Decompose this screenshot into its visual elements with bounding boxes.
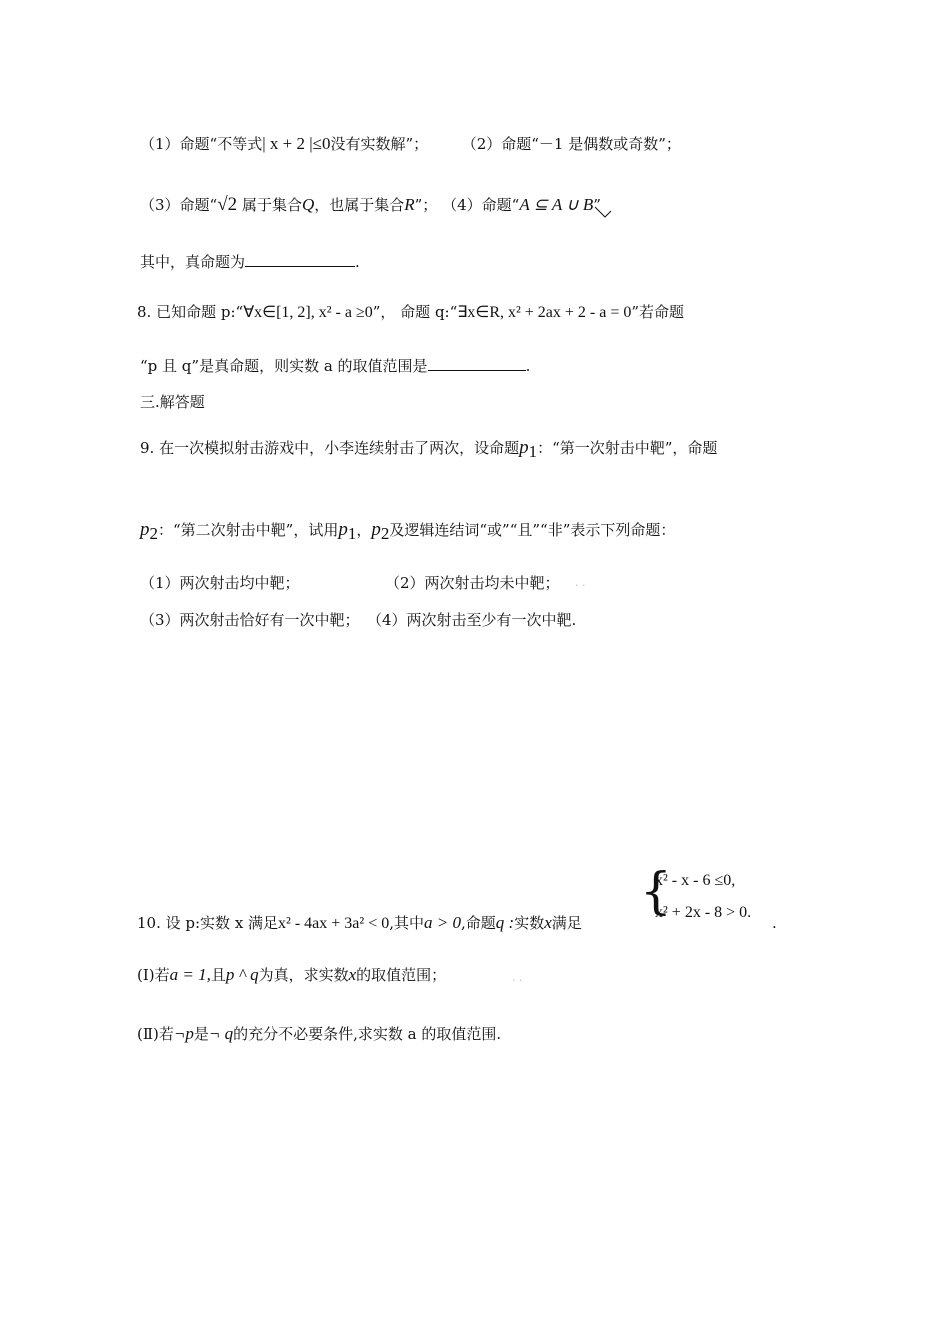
q9-line2-end: 及逻辑连结词“或”“且”“非”表示下列命题： bbox=[389, 521, 676, 539]
q10-system-line-1: x² - x - 6 ≤0, bbox=[655, 872, 736, 889]
q9-line-1 bbox=[140, 437, 717, 462]
answer-blank-q8 bbox=[428, 356, 526, 371]
q8-line2-end: . bbox=[525, 357, 531, 375]
q7-item3-mid: 属于集合 bbox=[241, 196, 302, 214]
q9-line-2 bbox=[140, 519, 675, 544]
q10-mid4: 满足 bbox=[551, 914, 582, 932]
q7-item4-math: A ⊆ A ∪ B bbox=[519, 195, 594, 214]
q9-statement-3: （3）两次射击恰好有一次中靶； bbox=[140, 611, 360, 629]
q10-part1-x: x bbox=[348, 965, 357, 984]
q10-x: x bbox=[544, 913, 552, 932]
q9-p2-sub: 2 bbox=[149, 524, 158, 543]
q8-end: ”若命题 bbox=[631, 303, 685, 321]
q7-item1-math: | x + 2 |≤0 bbox=[262, 134, 331, 153]
q8-p-math: ∀x∈[1, 2], x² - a ≥0 bbox=[243, 304, 373, 321]
q8-line-1 bbox=[137, 301, 684, 322]
q8-mid: ”， 命题 q:“ bbox=[372, 303, 458, 321]
q10-part-1 bbox=[137, 964, 446, 985]
q7-item3-mid2: ，也属于集合 bbox=[314, 196, 405, 214]
q7-conclusion bbox=[140, 251, 360, 272]
q7-line-1 bbox=[140, 133, 681, 154]
q8-line2-text: “p 且 q”是真命题，则实数 a 的取值范围是 bbox=[140, 357, 428, 375]
q7-item4-end: ” bbox=[593, 196, 601, 214]
q10-part1-end: 的取值范围； bbox=[356, 966, 447, 984]
q10-part1-pre: (Ⅰ)若 bbox=[137, 966, 170, 984]
q7-item4-pre: （4）命题“ bbox=[442, 196, 520, 214]
q9-line2-a: ：“第二次射击中靶”，试用 bbox=[158, 521, 339, 539]
q9-statement-2: （2）两次射击均未中靶； bbox=[385, 574, 560, 592]
q10-mid3: 实数 bbox=[514, 914, 545, 932]
answer-blank-q7 bbox=[245, 252, 355, 267]
q10-part2-end: 的充分不必要条件,求实数 a 的取值范围. bbox=[233, 1025, 502, 1043]
q10-part2-nq: ¬ q bbox=[208, 1024, 234, 1043]
set-R: R bbox=[404, 195, 415, 214]
q10-system-line-2: x² + 2x - 8 > 0. bbox=[655, 904, 752, 921]
faint-dots-2: . . bbox=[512, 971, 523, 984]
q9-p1: p bbox=[519, 437, 529, 458]
system-brace: { bbox=[640, 862, 672, 920]
q10-pre: 10. 设 p:实数 x 满足 bbox=[137, 914, 279, 932]
q10-part1-mid: 且 bbox=[210, 966, 226, 984]
q10-part2-pre: (Ⅱ)若 bbox=[137, 1025, 174, 1043]
q9-p2-ref: p bbox=[371, 519, 381, 540]
q9-p2-ref-sub: 2 bbox=[380, 524, 390, 543]
q8-q-math: ∃x∈R, x² + 2ax + 2 - a = 0 bbox=[457, 304, 632, 321]
q10-part1-mid2: 为真，求实数 bbox=[258, 966, 349, 984]
q9-statement-1: （1）两次射击均中靶； bbox=[140, 574, 300, 592]
q7-item3-end: ”； bbox=[414, 196, 438, 214]
stray-stroke-mark bbox=[593, 205, 613, 219]
section-heading: 三.解答题 bbox=[140, 393, 205, 411]
q8-pre: 8. 已知命题 p:“ bbox=[137, 303, 244, 321]
q7-item3-pre: （3）命题“ bbox=[140, 196, 218, 214]
q7-line-2 bbox=[140, 194, 601, 216]
q10-part1-a: a = 1, bbox=[169, 965, 211, 984]
q9-line1-end: ：“第一次射击中靶”，命题 bbox=[537, 439, 718, 457]
q7-item1-tail: 没有实数解”； bbox=[330, 135, 429, 153]
set-Q: Q bbox=[301, 195, 315, 214]
q10-mid2: ,命题 bbox=[460, 914, 496, 932]
q10-line-1 bbox=[137, 912, 582, 933]
q10-mid1: ,其中 bbox=[389, 914, 424, 932]
q9-pre: 9. 在一次模拟射击游戏中，小李连续射击了两次，设命题 bbox=[140, 439, 520, 457]
q10-part1-pq: p ^ q bbox=[225, 965, 259, 984]
q9-p1-ref: p bbox=[338, 519, 348, 540]
faint-dots: . . bbox=[575, 576, 586, 589]
q10-p-ineq: x² - 4ax + 3a² < 0 bbox=[278, 915, 390, 932]
q9-p1-sub: 1 bbox=[528, 442, 538, 461]
q10-end: . bbox=[772, 914, 777, 932]
q10-part2-np: ¬p bbox=[173, 1024, 194, 1043]
q9-line2-b: ， bbox=[356, 521, 372, 539]
q7-item1-label: （1）命题“不等式 bbox=[140, 135, 263, 153]
q10-q-label: q : bbox=[495, 913, 515, 932]
q7-item2: （2）命题“－1 是偶数或奇数”； bbox=[461, 135, 681, 153]
sqrt-two: √2 bbox=[217, 194, 238, 215]
q7-conclusion-end: . bbox=[355, 253, 360, 271]
q9-p2: p bbox=[140, 519, 150, 540]
q9-p1-ref-sub: 1 bbox=[347, 524, 357, 543]
q9-statement-4: （4）两次射击至少有一次中靶. bbox=[367, 611, 577, 629]
q8-line-2 bbox=[140, 355, 530, 376]
q10-part2-mid: 是 bbox=[193, 1025, 209, 1043]
q10-a-pos: a > 0 bbox=[424, 913, 461, 932]
q7-conclusion-text: 其中，真命题为 bbox=[140, 253, 246, 271]
q10-part-2 bbox=[137, 1023, 501, 1044]
